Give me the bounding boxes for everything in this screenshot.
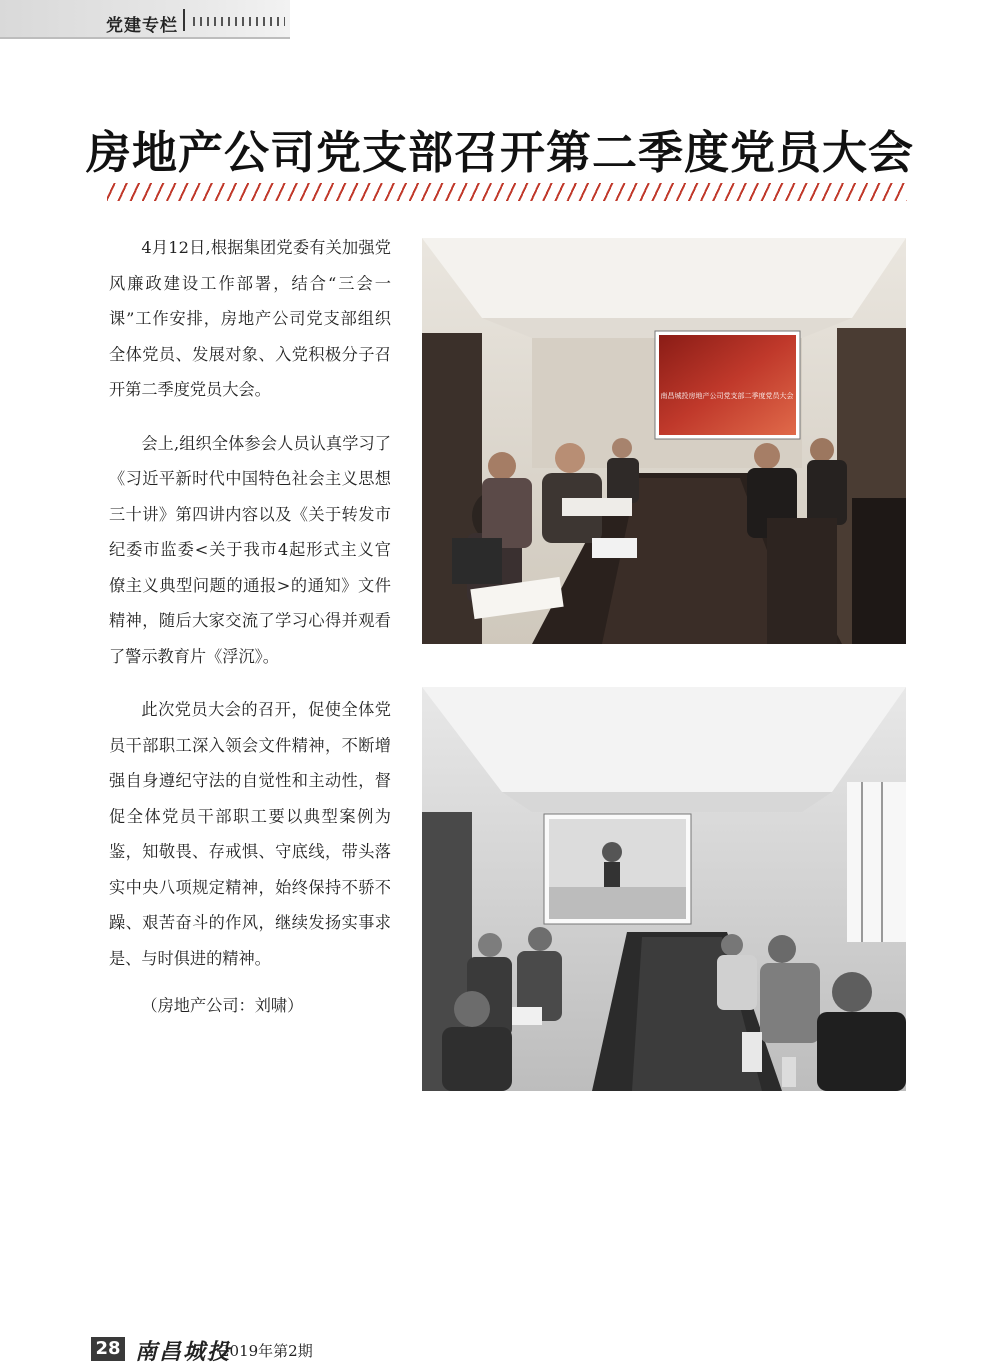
article-byline: （房地产公司：刘啸） <box>141 996 304 1015</box>
header-tick-decoration <box>193 17 285 26</box>
article-title: 房地产公司党支部召开第二季度党员大会 <box>85 126 914 179</box>
magazine-name: 南昌城投 <box>135 1339 232 1365</box>
issue-label: 2019年第2期 <box>220 1342 313 1360</box>
paragraph-1: 4月12日,根据集团党委有关加强党风廉政建设工作部署，结合“三会一课”工作安排，房地产公司党支部组织全体党员、发展对象、入党积极分子召开第二季度党员大会。 <box>109 238 391 399</box>
slide-title: 南昌城投房地产公司党支部二季度党员大会 <box>660 392 794 400</box>
meeting-photo-2 <box>422 687 906 1091</box>
page-number: 28 <box>91 1337 125 1361</box>
section-header <box>0 0 290 38</box>
article-body <box>109 230 391 1042</box>
header-underline <box>0 37 290 39</box>
paragraph-2: 会上,组织全体参会人员认真学习了《习近平新时代中国特色社会主义思想三十讲》第四讲内容以及《关于转发市纪委市监委<关于我市4起形式主义官僚主义典型问题的通报>的通知》文件精神，随后大家交流了学习心得并观看了警示教育片《浮沉》。 <box>109 433 391 666</box>
title-hatched-rule <box>107 183 907 201</box>
meeting-photo-1 <box>422 238 906 644</box>
page-footer <box>0 1331 1000 1365</box>
header-divider <box>183 9 185 31</box>
paragraph-3: 此次党员大会的召开，促使全体党员干部职工深入领会文件精神，不断增强自身遵纪守法的自觉性和主动性，督促全体党员干部职工要以典型案例为鉴，知敬畏、存戒惧、守底线，带头落实中央八项规定精神，始终保持不骄不躁、艰苦奋斗的作风，继续发扬实事求是、与时俱进的精神。 <box>109 700 391 968</box>
section-label: 党建专栏 <box>106 16 178 36</box>
